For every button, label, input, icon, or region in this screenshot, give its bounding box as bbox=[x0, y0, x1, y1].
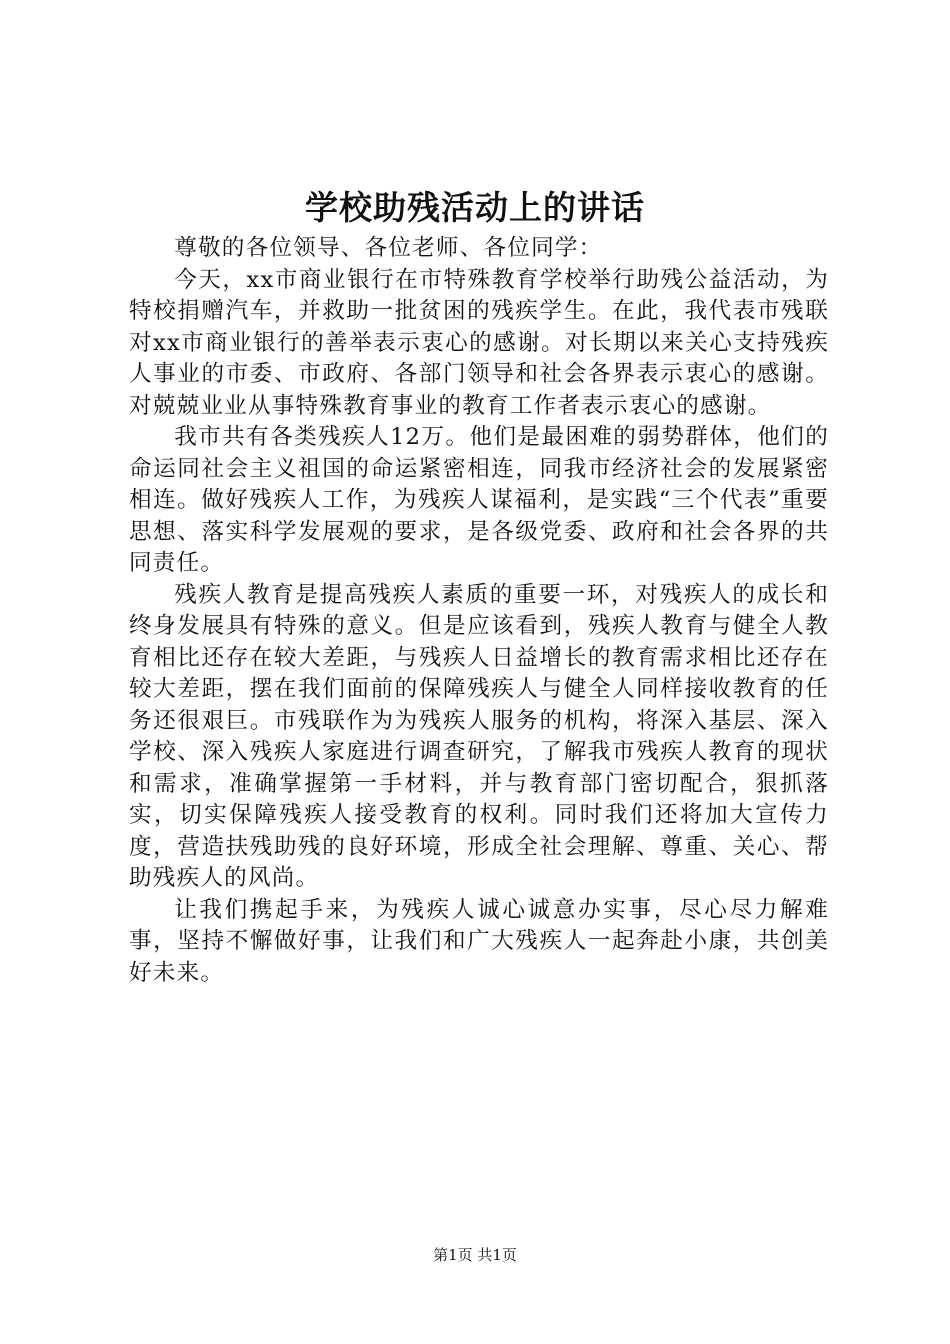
page-number-label: 第1页 共1页 bbox=[433, 1246, 517, 1264]
document-body bbox=[129, 233, 829, 989]
salutation-paragraph: 尊敬的各位领导、各位老师、各位同学： bbox=[174, 235, 603, 261]
document-title: 学校助残活动上的讲话 bbox=[305, 188, 645, 227]
closing-paragraph: 让我们携起手来，为残疾人诚心诚意办实事，尽心尽力解难事，坚持不懈做好事，让我们和广大残疾人一起奔赴小康，共创美好未来。 bbox=[129, 896, 829, 986]
body-paragraph: 今天，xx市商业银行在市特殊教育学校举行助残公益活动，为特校捐赠汽车，并救助一批贫困的残疾学生。在此，我代表市残联对xx市商业银行的善举表示衷心的感谢。对长期以来关心支持残疾人事业的市委、市政府、各部门领导和社会各界表示衷心的感谢。对兢兢业业从事特殊教育事业的教育工作者表示衷心的感谢。 bbox=[129, 266, 829, 419]
body-paragraph: 我市共有各类残疾人12万。他们是最困难的弱势群体，他们的命运同社会主义祖国的命运紧密相连，同我市经济社会的发展紧密相连。做好残疾人工作，为残疾人谋福利，是实践“三个代表”重要思想、落实科学发展观的要求，是各级党委、政府和社会各界的共同责任。 bbox=[129, 424, 829, 576]
body-paragraph: 残疾人教育是提高残疾人素质的重要一环，对残疾人的成长和终身发展具有特殊的意义。但是应该看到，残疾人教育与健全人教育相比还存在较大差距，与残疾人日益增长的教育需求相比还存在较大差距，摆在我们面前的保障残疾人与健全人同样接收教育的任务还很艰巨。市残联作为为残疾人服务的机构，将深入基层、深入学校、深入残疾人家庭进行调查研究，了解我市残疾人教育的现状和需求，准确掌握第一手材料，并与教育部门密切配合，狠抓落实，切实保障残疾人接受教育的权利。同时我们还将加大宣传力度，营造扶残助残的良好环境，形成全社会理解、尊重、关心、帮助残疾人的风尚。 bbox=[129, 581, 829, 891]
page-footer bbox=[0, 1244, 950, 1266]
